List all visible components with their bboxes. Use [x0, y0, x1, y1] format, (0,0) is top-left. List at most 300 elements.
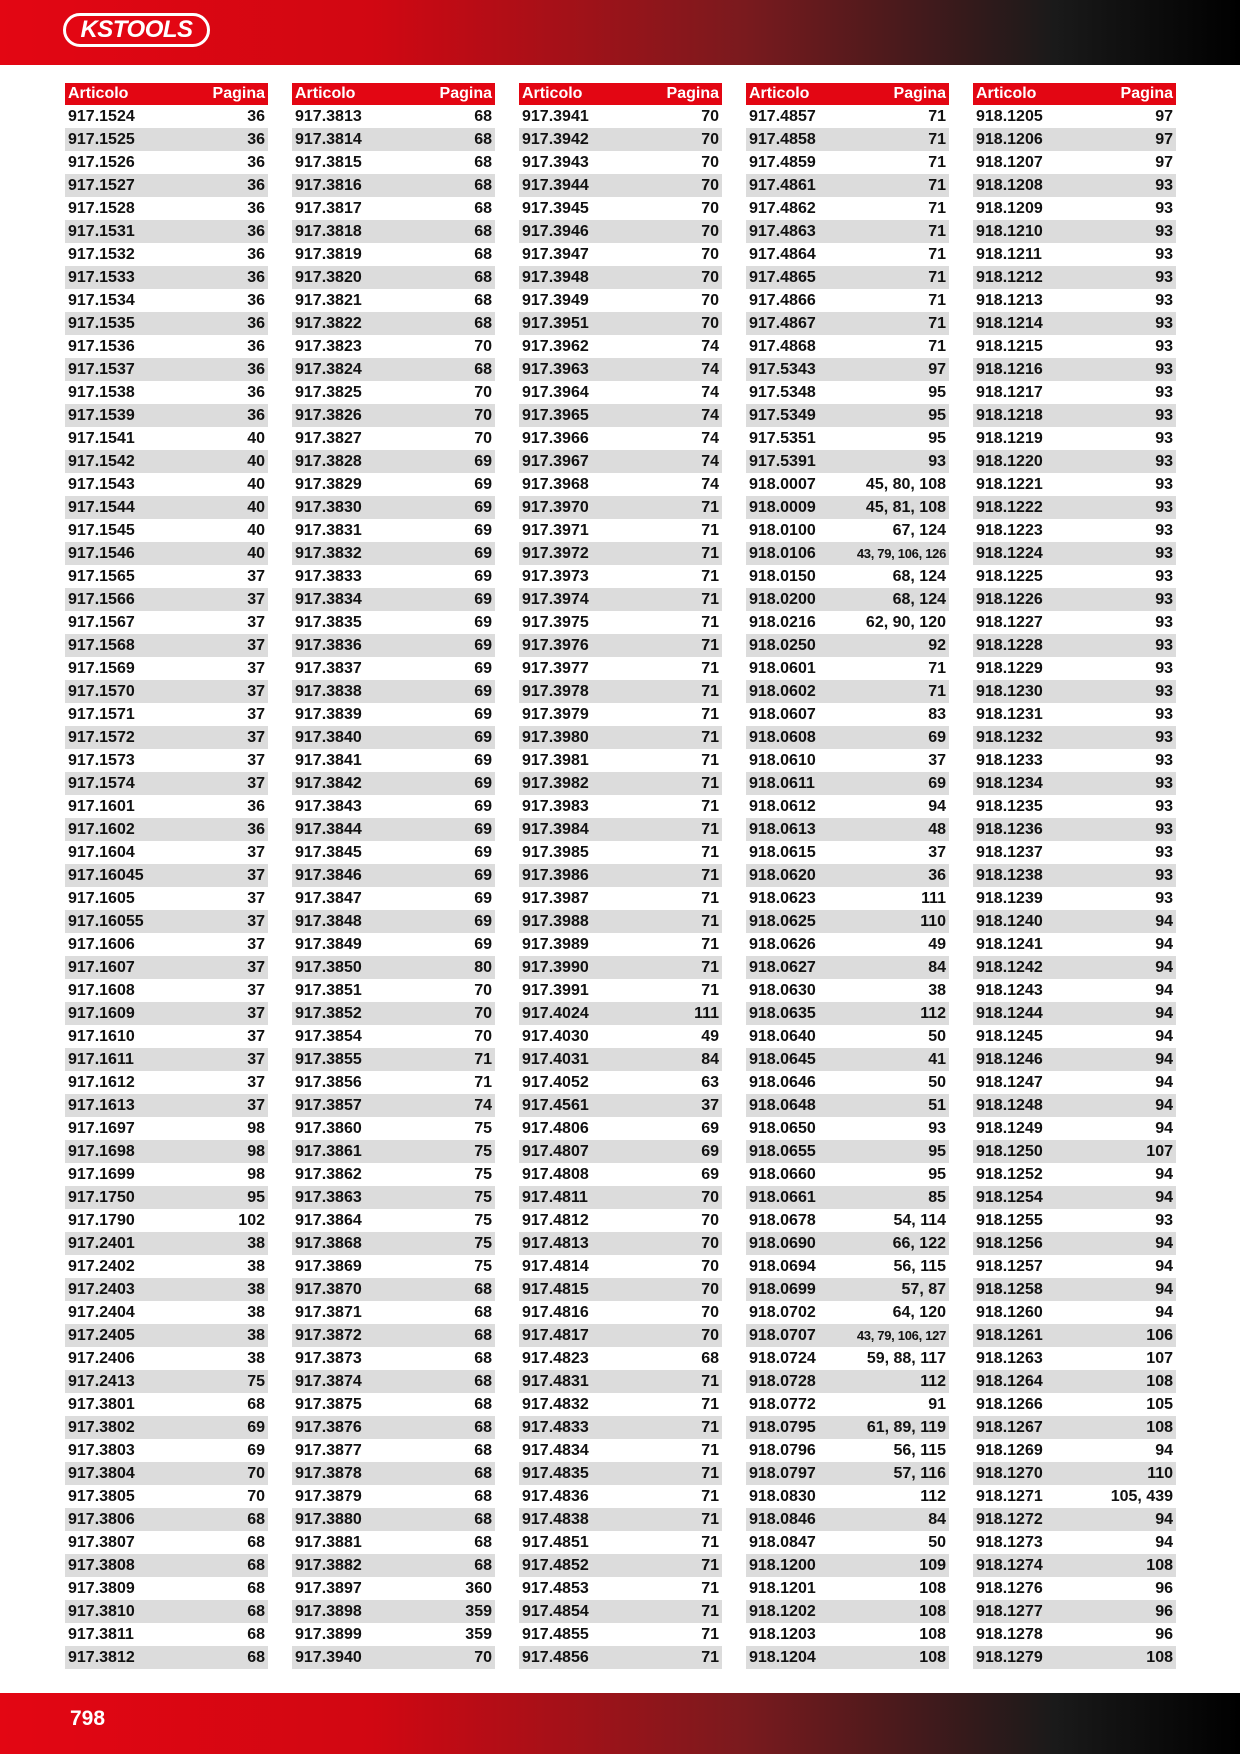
page-reference: 68: [247, 1625, 265, 1643]
page-reference: 69: [474, 475, 492, 493]
table-row: [973, 703, 1176, 726]
table-row: [292, 243, 495, 266]
article-number: 917.3986: [522, 866, 589, 884]
table-row: [973, 289, 1176, 312]
page-reference: 63: [701, 1073, 719, 1091]
article-number: 917.3875: [295, 1395, 362, 1413]
page-reference: 56, 115: [893, 1257, 946, 1275]
article-number: 917.3977: [522, 659, 589, 677]
page-reference: 38: [247, 1257, 265, 1275]
article-number: 917.3984: [522, 820, 589, 838]
table-row: [973, 1209, 1176, 1232]
article-number: 917.3816: [295, 176, 362, 194]
page-reference: 98: [247, 1142, 265, 1160]
article-number: 918.1263: [976, 1349, 1043, 1367]
page-reference: 70: [701, 291, 719, 309]
article-number: 918.0795: [749, 1418, 816, 1436]
article-number: 917.1571: [68, 705, 135, 723]
article-number: 917.3833: [295, 567, 362, 585]
article-number: 917.1610: [68, 1027, 135, 1045]
page-reference: 68: [247, 1395, 265, 1413]
table-row: [973, 1577, 1176, 1600]
page-reference: 71: [701, 912, 719, 930]
page-reference: 95: [928, 1142, 946, 1160]
table-row: [973, 197, 1176, 220]
page-reference: 71: [701, 843, 719, 861]
table-row: [292, 128, 495, 151]
page-reference: 68: [247, 1533, 265, 1551]
article-number: 917.3829: [295, 475, 362, 493]
page-reference: 71: [701, 935, 719, 953]
table-row: [746, 1485, 949, 1508]
page-reference: 93: [1155, 889, 1173, 907]
page-reference: 93: [1155, 774, 1173, 792]
page-reference: 36: [247, 797, 265, 815]
article-number: 918.1267: [976, 1418, 1043, 1436]
article-number: 917.1605: [68, 889, 135, 907]
article-number: 917.3835: [295, 613, 362, 631]
table-row: [746, 749, 949, 772]
table-row: [519, 289, 722, 312]
page-reference: 75: [474, 1234, 492, 1252]
page-reference: 68: [474, 1395, 492, 1413]
table-row: [519, 1071, 722, 1094]
article-number: 918.1252: [976, 1165, 1043, 1183]
page-reference: 93: [928, 1119, 946, 1137]
article-number: 918.1264: [976, 1372, 1043, 1390]
article-number: 917.3967: [522, 452, 589, 470]
article-number: 917.3963: [522, 360, 589, 378]
article-number: 917.3971: [522, 521, 589, 539]
table-row: [519, 1623, 722, 1646]
article-number: 917.3818: [295, 222, 362, 240]
article-number: 917.3806: [68, 1510, 135, 1528]
article-number: 918.0846: [749, 1510, 816, 1528]
page-reference: 45, 80, 108: [865, 475, 946, 493]
table-row: [65, 1508, 268, 1531]
article-number: 917.1613: [68, 1096, 135, 1114]
page-reference: 71: [701, 636, 719, 654]
article-number: 918.1209: [976, 199, 1043, 217]
article-number: 917.3813: [295, 107, 362, 125]
column-header: [65, 83, 268, 105]
page-reference: 70: [474, 981, 492, 999]
article-number: 917.3809: [68, 1579, 135, 1597]
page-reference: 70: [474, 1648, 492, 1666]
page-reference: 68: [474, 1280, 492, 1298]
page-reference: 40: [247, 429, 265, 447]
page-reference: 50: [928, 1533, 946, 1551]
index-column: [746, 83, 949, 1669]
page-reference: 36: [247, 406, 265, 424]
table-row: [65, 1209, 268, 1232]
table-row: [519, 496, 722, 519]
table-row: [65, 1255, 268, 1278]
article-number: 918.1266: [976, 1395, 1043, 1413]
article-number: 917.3846: [295, 866, 362, 884]
table-row: [973, 496, 1176, 519]
table-row: [519, 611, 722, 634]
page-reference: 40: [247, 498, 265, 516]
article-number: 917.1545: [68, 521, 135, 539]
article-number: 918.1239: [976, 889, 1043, 907]
page-header: [0, 0, 1240, 65]
article-number: 918.0602: [749, 682, 816, 700]
table-row: [519, 243, 722, 266]
page-reference: 111: [694, 1004, 719, 1022]
table-row: [65, 1577, 268, 1600]
article-number: 917.4024: [522, 1004, 589, 1022]
article-number: 918.1217: [976, 383, 1043, 401]
article-number: 917.3981: [522, 751, 589, 769]
page-reference: 69: [474, 912, 492, 930]
table-row: [65, 1370, 268, 1393]
page-reference: 111: [921, 889, 946, 907]
table-row: [746, 1600, 949, 1623]
page-reference: 38: [247, 1326, 265, 1344]
page-reference: 93: [1155, 383, 1173, 401]
article-number: 917.4863: [749, 222, 816, 240]
page-reference: 94: [928, 797, 946, 815]
article-number: 917.3898: [295, 1602, 362, 1620]
page-reference: 68: [474, 268, 492, 286]
table-row: [973, 312, 1176, 335]
page-reference: 68: [474, 199, 492, 217]
page-reference: 70: [701, 1280, 719, 1298]
table-row: [973, 1347, 1176, 1370]
page-reference: 36: [247, 222, 265, 240]
page-reference: 93: [1155, 176, 1173, 194]
article-number: 917.1574: [68, 774, 135, 792]
page-reference: 45, 81, 108: [865, 498, 946, 516]
article-number: 918.1228: [976, 636, 1043, 654]
article-number: 918.0772: [749, 1395, 816, 1413]
article-number: 918.1271: [976, 1487, 1043, 1505]
table-row: [746, 611, 949, 634]
page-reference: 75: [474, 1165, 492, 1183]
article-number: 917.4823: [522, 1349, 589, 1367]
table-row: [973, 634, 1176, 657]
page-reference: 110: [1147, 1464, 1173, 1482]
table-row: [746, 1347, 949, 1370]
article-number: 917.1526: [68, 153, 135, 171]
page-reference: 68: [247, 1579, 265, 1597]
header-page: Pagina: [893, 85, 946, 102]
header-article: Articolo: [749, 85, 810, 102]
table-row: [65, 956, 268, 979]
page-reference: 94: [1155, 1533, 1173, 1551]
article-number: 918.1274: [976, 1556, 1043, 1574]
article-number: 918.0250: [749, 636, 816, 654]
table-row: [746, 519, 949, 542]
article-number: 918.0645: [749, 1050, 816, 1068]
table-row: [746, 1554, 949, 1577]
page-reference: 85: [928, 1188, 946, 1206]
table-row: [292, 680, 495, 703]
article-number: 917.4853: [522, 1579, 589, 1597]
article-number: 918.0728: [749, 1372, 816, 1390]
table-row: [292, 1324, 495, 1347]
page-reference: 94: [1155, 1188, 1173, 1206]
table-row: [65, 1600, 268, 1623]
table-row: [65, 726, 268, 749]
page-reference: 94: [1155, 1510, 1173, 1528]
article-number: 917.16055: [68, 912, 144, 930]
column-header: [292, 83, 495, 105]
article-number: 918.1205: [976, 107, 1043, 125]
page-reference: 40: [247, 521, 265, 539]
page-reference: 71: [701, 590, 719, 608]
page-reference: 108: [919, 1625, 946, 1643]
page-reference: 51: [928, 1096, 946, 1114]
page-reference: 93: [1155, 843, 1173, 861]
table-row: [973, 1140, 1176, 1163]
page-reference: 105: [1146, 1395, 1173, 1413]
page-reference: 108: [919, 1648, 946, 1666]
article-number: 918.0678: [749, 1211, 816, 1229]
page-reference: 50: [928, 1027, 946, 1045]
article-number: 917.3820: [295, 268, 362, 286]
page-reference: 93: [1155, 682, 1173, 700]
table-row: [65, 818, 268, 841]
table-row: [519, 1025, 722, 1048]
article-number: 918.0612: [749, 797, 816, 815]
table-row: [973, 910, 1176, 933]
page-reference: 71: [474, 1050, 492, 1068]
article-number: 917.1534: [68, 291, 135, 309]
table-row: [973, 749, 1176, 772]
page-reference: 70: [701, 107, 719, 125]
table-row: [519, 1393, 722, 1416]
table-row: [973, 1508, 1176, 1531]
page-reference: 36: [247, 245, 265, 263]
page-reference: 71: [701, 889, 719, 907]
page-reference: 94: [1155, 1004, 1173, 1022]
article-number: 917.3812: [68, 1648, 135, 1666]
page-reference: 68: [474, 245, 492, 263]
page-reference: 74: [474, 1096, 492, 1114]
table-row: [65, 1646, 268, 1669]
header-page: Pagina: [666, 85, 719, 102]
article-number: 917.1542: [68, 452, 135, 470]
table-row: [746, 1623, 949, 1646]
page-reference: 49: [928, 935, 946, 953]
page-reference: 93: [1155, 590, 1173, 608]
table-row: [746, 1324, 949, 1347]
table-row: [973, 588, 1176, 611]
article-number: 918.1207: [976, 153, 1043, 171]
article-number: 917.3876: [295, 1418, 362, 1436]
page-reference: 69: [474, 843, 492, 861]
article-number: 917.1535: [68, 314, 135, 332]
table-row: [65, 703, 268, 726]
page-reference: 56, 115: [893, 1441, 946, 1459]
article-number: 917.1608: [68, 981, 135, 999]
article-number: 917.3947: [522, 245, 589, 263]
page-reference: 37: [247, 774, 265, 792]
page-reference: 70: [701, 314, 719, 332]
table-row: [746, 1094, 949, 1117]
table-row: [746, 703, 949, 726]
table-row: [519, 312, 722, 335]
article-number: 918.0009: [749, 498, 816, 516]
article-number: 917.1525: [68, 130, 135, 148]
article-number: 917.3881: [295, 1533, 362, 1551]
table-row: [292, 565, 495, 588]
table-row: [973, 956, 1176, 979]
page-reference: 68: [474, 1510, 492, 1528]
table-row: [519, 910, 722, 933]
article-number: 918.0100: [749, 521, 816, 539]
table-row: [65, 887, 268, 910]
article-number: 917.3851: [295, 981, 362, 999]
article-number: 917.2402: [68, 1257, 135, 1275]
page-reference: 69: [474, 751, 492, 769]
page-reference: 97: [1155, 153, 1173, 171]
table-row: [519, 956, 722, 979]
article-number: 918.1257: [976, 1257, 1043, 1275]
page-reference: 96: [1155, 1579, 1173, 1597]
page-reference: 94: [1155, 1303, 1173, 1321]
page-reference: 37: [247, 889, 265, 907]
article-number: 917.3968: [522, 475, 589, 493]
article-number: 918.0106: [749, 544, 816, 562]
article-number: 918.1220: [976, 452, 1043, 470]
article-number: 917.4859: [749, 153, 816, 171]
article-number: 918.1277: [976, 1602, 1043, 1620]
page-reference: 94: [1155, 1096, 1173, 1114]
table-row: [519, 1347, 722, 1370]
page-reference: 74: [701, 406, 719, 424]
table-row: [973, 680, 1176, 703]
table-row: [65, 128, 268, 151]
table-row: [746, 1025, 949, 1048]
table-row: [519, 1324, 722, 1347]
table-row: [746, 1071, 949, 1094]
table-row: [519, 726, 722, 749]
page-reference: 71: [701, 866, 719, 884]
page-reference: 36: [247, 199, 265, 217]
page-reference: 68: [474, 1303, 492, 1321]
article-number: 917.3850: [295, 958, 362, 976]
article-number: 918.0830: [749, 1487, 816, 1505]
article-number: 917.4806: [522, 1119, 589, 1137]
table-row: [519, 335, 722, 358]
article-number: 917.3839: [295, 705, 362, 723]
page-reference: 74: [701, 429, 719, 447]
header-page: Pagina: [1120, 85, 1173, 102]
page-reference: 70: [701, 1188, 719, 1206]
article-number: 917.3844: [295, 820, 362, 838]
table-row: [973, 1117, 1176, 1140]
article-number: 917.3988: [522, 912, 589, 930]
table-row: [292, 220, 495, 243]
table-row: [973, 611, 1176, 634]
page-reference: 36: [247, 176, 265, 194]
page-reference: 71: [701, 1625, 719, 1643]
page-reference: 68: [474, 1441, 492, 1459]
page-reference: 84: [701, 1050, 719, 1068]
article-number: 917.3823: [295, 337, 362, 355]
page-reference: 68: [247, 1602, 265, 1620]
page-reference: 71: [701, 1510, 719, 1528]
page-reference: 69: [474, 728, 492, 746]
page-reference: 93: [1155, 544, 1173, 562]
table-row: [292, 726, 495, 749]
page-reference: 71: [701, 1648, 719, 1666]
page-reference: 68: [474, 1418, 492, 1436]
table-row: [519, 128, 722, 151]
article-number: 917.1572: [68, 728, 135, 746]
article-number: 917.1602: [68, 820, 135, 838]
page-reference: 71: [701, 1372, 719, 1390]
article-number: 917.3946: [522, 222, 589, 240]
article-number: 918.1254: [976, 1188, 1043, 1206]
page-reference: 69: [474, 659, 492, 677]
article-number: 917.5391: [749, 452, 816, 470]
article-number: 918.1232: [976, 728, 1043, 746]
article-number: 917.3804: [68, 1464, 135, 1482]
page-reference: 107: [1146, 1142, 1173, 1160]
article-number: 917.3842: [295, 774, 362, 792]
page-reference: 69: [474, 567, 492, 585]
article-number: 917.4867: [749, 314, 816, 332]
table-row: [973, 427, 1176, 450]
table-row: [973, 220, 1176, 243]
page-reference: 109: [919, 1556, 946, 1574]
page-reference: 68: [474, 291, 492, 309]
article-number: 917.3825: [295, 383, 362, 401]
page-reference: 93: [1155, 475, 1173, 493]
page-reference: 71: [928, 222, 946, 240]
page-reference: 49: [701, 1027, 719, 1045]
table-row: [519, 1163, 722, 1186]
article-number: 917.3838: [295, 682, 362, 700]
page-reference: 75: [474, 1142, 492, 1160]
page-reference: 36: [247, 820, 265, 838]
page-reference: 70: [701, 130, 719, 148]
table-row: [519, 1577, 722, 1600]
table-row: [65, 335, 268, 358]
table-row: [519, 1462, 722, 1485]
page-reference: 69: [474, 682, 492, 700]
page-reference: 37: [247, 1073, 265, 1091]
article-number: 917.1698: [68, 1142, 135, 1160]
article-number: 917.3897: [295, 1579, 362, 1597]
table-row: [292, 1600, 495, 1623]
article-number: 917.3868: [295, 1234, 362, 1252]
table-row: [65, 427, 268, 450]
table-row: [292, 266, 495, 289]
table-row: [292, 496, 495, 519]
table-row: [973, 381, 1176, 404]
article-number: 918.0699: [749, 1280, 816, 1298]
article-number: 917.3828: [295, 452, 362, 470]
article-number: 918.1223: [976, 521, 1043, 539]
page-reference: 71: [701, 1418, 719, 1436]
page-reference: 71: [701, 751, 719, 769]
page-reference: 36: [247, 360, 265, 378]
table-row: [519, 887, 722, 910]
table-row: [65, 450, 268, 473]
table-row: [973, 1048, 1176, 1071]
table-row: [65, 1416, 268, 1439]
article-number: 918.1269: [976, 1441, 1043, 1459]
table-row: [973, 1163, 1176, 1186]
table-row: [292, 197, 495, 220]
page-reference: 112: [920, 1004, 946, 1022]
table-row: [292, 312, 495, 335]
